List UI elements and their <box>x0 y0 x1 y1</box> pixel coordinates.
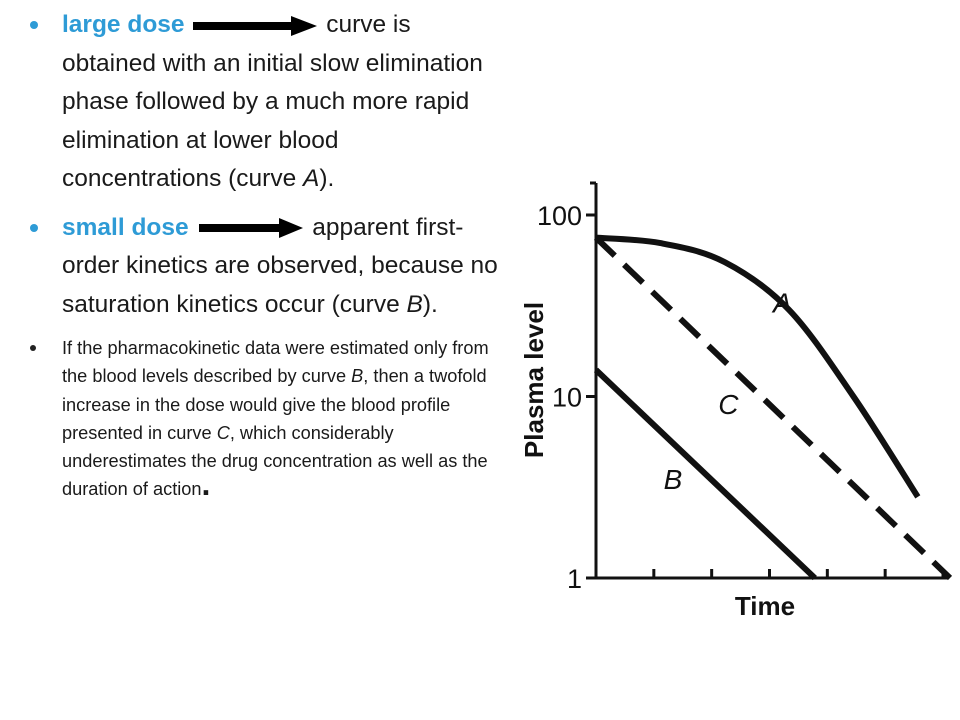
curve-a-line <box>596 238 918 497</box>
keyword-large-dose: large dose <box>62 11 185 38</box>
curve-a-label: A <box>773 287 792 319</box>
y-tick-label: 100 <box>536 201 582 231</box>
curve-b-line <box>596 370 815 578</box>
curve-b-label: B <box>663 463 683 495</box>
bullet-pk-note: If the pharmacokinetic data were estimated only from the blood levels described by curve B, then a twofold increase in the dose would give the blood profile presented in curve C, which considerably underestimates the drug concentration as well as the duration of action. <box>30 334 500 504</box>
bullet-list <box>30 6 500 504</box>
y-tick-label: 10 <box>551 382 582 413</box>
bullet-marker <box>30 345 36 351</box>
y-axis-title: Plasma level <box>519 301 549 459</box>
arrow-right-icon <box>191 15 319 37</box>
y-tick-label: 1 <box>566 564 582 594</box>
bullet-marker <box>30 21 38 29</box>
plasma-level-chart <box>505 175 960 620</box>
bullet-large-dose: large dose curve is obtained with an initial slow elimination phase followed by a much more rapid elimination at lower blood concentrations (curve A). <box>30 6 500 199</box>
chart-ticks <box>537 201 943 594</box>
chart-labels <box>519 288 795 620</box>
keyword-small-dose: small dose <box>62 213 189 241</box>
x-axis-title: Time <box>734 591 796 620</box>
bullet-marker <box>30 224 38 232</box>
bullet-small-dose: small dose apparent first-order kinetics are observed, because no saturation kinetics occur (curve B). <box>30 209 500 325</box>
arrow-right-icon <box>195 217 305 239</box>
curve-c-label: C <box>718 389 739 421</box>
